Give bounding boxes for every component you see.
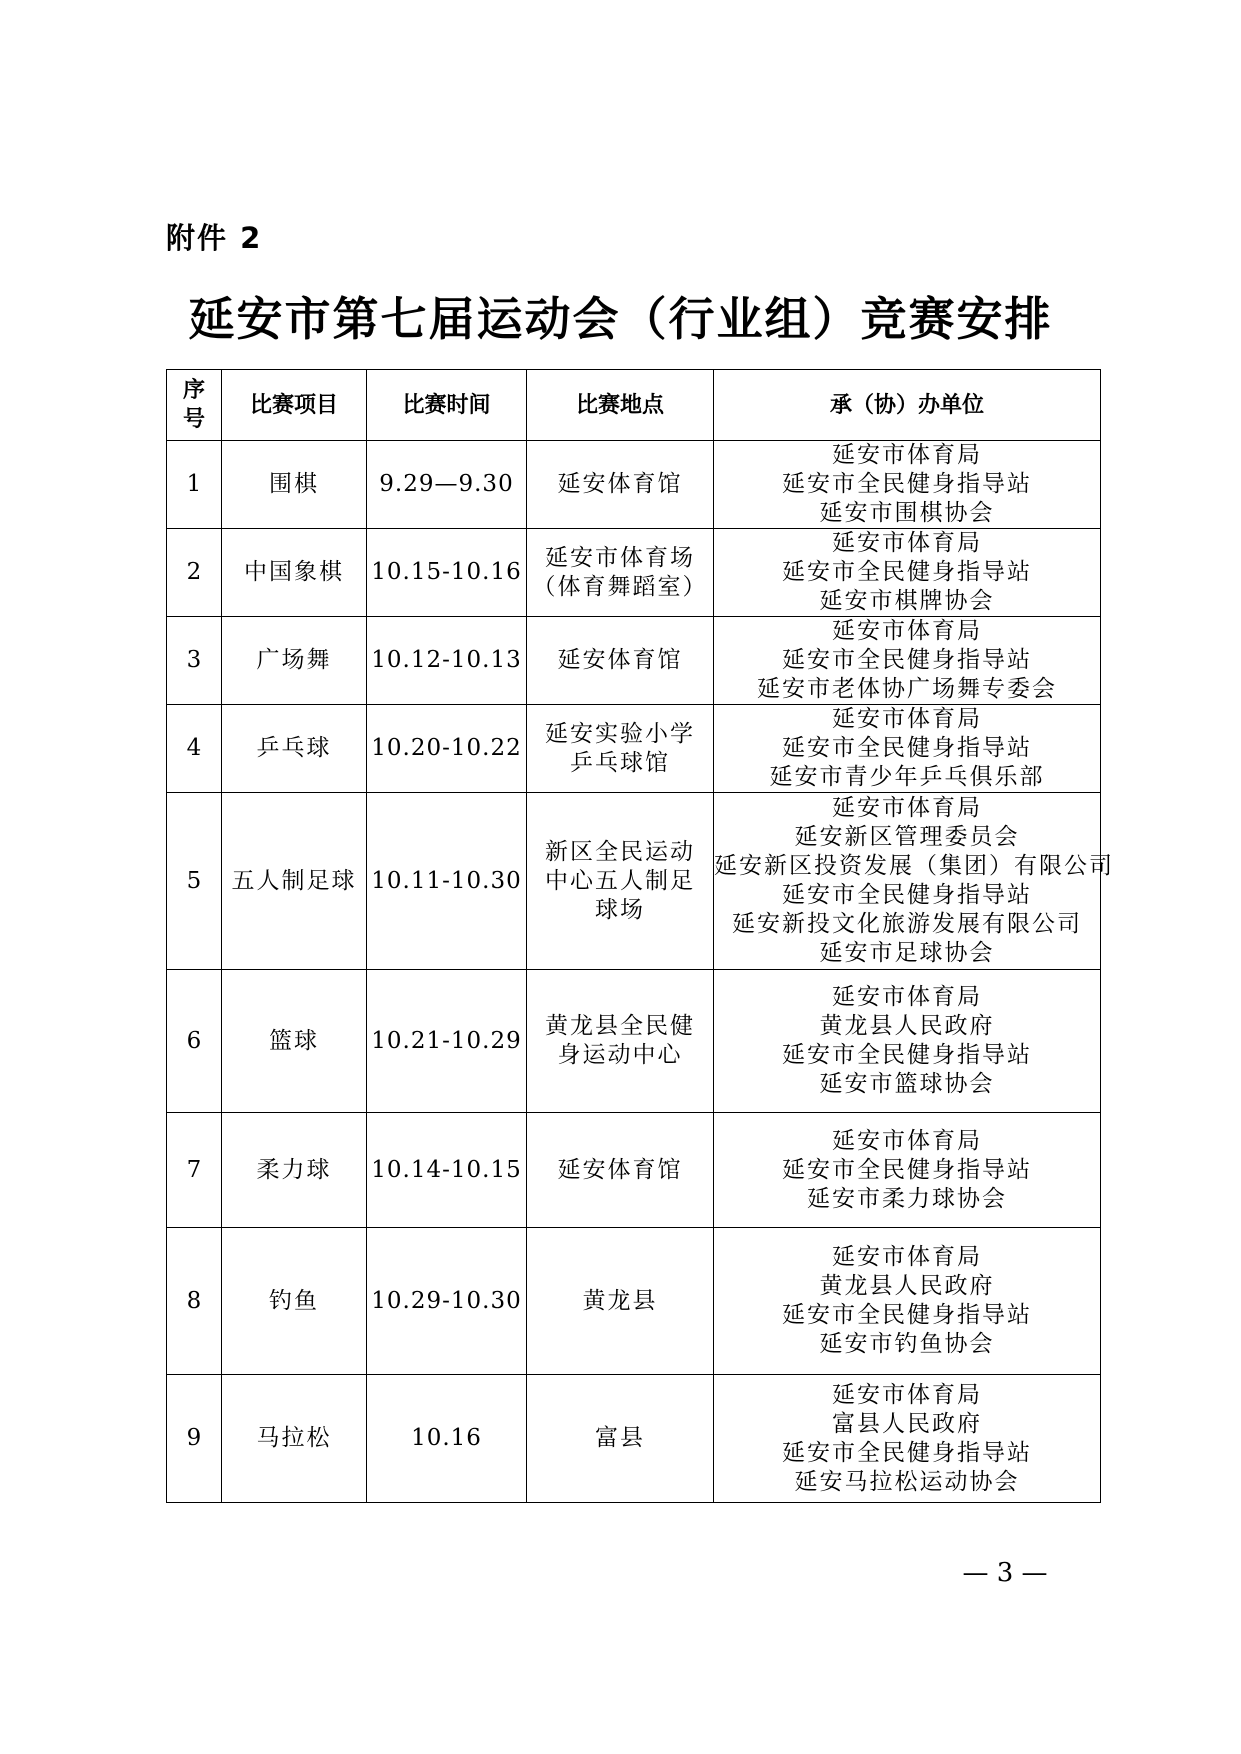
organizer-line: 延安新区管理委员会: [794, 824, 1020, 850]
table-row: [167, 441, 1101, 529]
organizer-line: 延安市老体协广场舞专委会: [757, 676, 1057, 702]
organizer-line: 延安市全民健身指导站: [782, 647, 1032, 673]
cell-venue: [527, 1228, 714, 1375]
cell-time: 10.29-10.30: [367, 1228, 527, 1375]
organizer-line: 延安市青少年乒乓俱乐部: [769, 764, 1045, 790]
document-title: 延安市第七届运动会（行业组）竞赛安排: [188, 292, 1053, 346]
organizer-line: 延安新投文化旅游发展有限公司: [732, 911, 1082, 937]
organizer-line: 延安市体育局: [832, 530, 982, 556]
venue-line: 延安实验小学: [545, 720, 695, 747]
cell-seq: 6: [167, 970, 222, 1113]
cell-seq: 7: [167, 1113, 222, 1228]
table-row: [167, 970, 1101, 1113]
venue-line: （体育舞蹈室）: [532, 573, 708, 600]
cell-organizers: [714, 1375, 1101, 1503]
organizer-line: 延安市体育局: [832, 795, 982, 821]
organizer-line: 延安市体育局: [832, 442, 982, 468]
organizer-line: 延安市体育局: [832, 984, 982, 1010]
cell-event: 钓鱼: [222, 1228, 367, 1375]
header-seq-line: 号: [182, 407, 205, 432]
organizer-line: 黄龙县人民政府: [819, 1273, 995, 1299]
organizer-line: 延安市全民健身指导站: [782, 1439, 1032, 1466]
table-body: [167, 441, 1114, 1503]
cell-organizers: [714, 617, 1101, 705]
table-row: [167, 1375, 1101, 1503]
cell-event: 五人制足球: [222, 793, 367, 970]
cell-venue: [527, 705, 714, 793]
organizer-line: 延安市全民健身指导站: [782, 735, 1032, 761]
venue-line: 黄龙县全民健: [545, 1013, 695, 1039]
venue-line: 乒乓球馆: [570, 749, 670, 776]
header-event: 比赛项目: [222, 370, 367, 441]
venue-line: 延安市体育场: [545, 544, 695, 571]
venue-line: 球场: [595, 896, 645, 923]
cell-event: 篮球: [222, 970, 367, 1113]
cell-seq: 8: [167, 1228, 222, 1375]
table-row: [167, 1113, 1101, 1228]
page-number: — 3 —: [962, 1558, 1048, 1588]
cell-venue: [527, 793, 714, 970]
cell-time: 10.21-10.29: [367, 970, 527, 1113]
table-row: [167, 529, 1101, 617]
venue-line: 身运动中心: [557, 1042, 683, 1068]
organizer-line: 延安新区投资发展（集团）有限公司: [714, 853, 1114, 879]
cell-time: 10.11-10.30: [367, 793, 527, 970]
cell-venue: [527, 529, 714, 617]
venue-line: 中心五人制足: [545, 867, 695, 894]
header-venue: 比赛地点: [527, 370, 714, 441]
organizer-line: 延安市全民健身指导站: [782, 471, 1032, 497]
cell-seq: 9: [167, 1375, 222, 1503]
cell-organizers: [714, 705, 1101, 793]
cell-seq: 1: [167, 441, 222, 529]
venue-line: 延安体育馆: [557, 647, 683, 673]
organizer-line: 延安市体育局: [832, 706, 982, 732]
organizer-line: 延安市足球协会: [819, 940, 995, 966]
cell-seq: 2: [167, 529, 222, 617]
venue-line: 新区全民运动: [545, 838, 695, 865]
table-row: [167, 793, 1101, 970]
organizer-line: 富县人民政府: [832, 1410, 982, 1437]
cell-venue: [527, 1113, 714, 1228]
organizer-line: 延安市全民健身指导站: [782, 1042, 1032, 1068]
cell-event: 乒乓球: [222, 705, 367, 793]
cell-organizers: [714, 1113, 1101, 1228]
cell-organizers: [714, 970, 1101, 1113]
organizer-line: 延安市全民健身指导站: [782, 1156, 1032, 1183]
organizer-line: 延安市钓鱼协会: [819, 1331, 995, 1357]
organizer-line: 延安市体育局: [832, 1244, 982, 1270]
organizer-line: 延安市围棋协会: [819, 500, 995, 526]
attachment-label: 附件 2: [166, 221, 263, 255]
organizer-line: 黄龙县人民政府: [819, 1013, 995, 1039]
cell-event: 中国象棋: [222, 529, 367, 617]
cell-time: 9.29—9.30: [367, 441, 527, 529]
cell-time: 10.15-10.16: [367, 529, 527, 617]
header-organizer: 承（协）办单位: [714, 370, 1101, 441]
cell-organizers: [714, 529, 1101, 617]
cell-venue: [527, 970, 714, 1113]
cell-venue: [527, 617, 714, 705]
organizer-line: 延安市体育局: [832, 1127, 982, 1154]
header-seq-line: 序: [182, 378, 205, 403]
header-time: 比赛时间: [367, 370, 527, 441]
cell-time: 10.20-10.22: [367, 705, 527, 793]
cell-time: 10.16: [367, 1375, 527, 1503]
header-seq: [167, 370, 222, 441]
cell-organizers: [714, 793, 1114, 970]
competition-schedule-table: [166, 369, 1114, 1503]
organizer-line: 延安市体育局: [832, 1381, 982, 1408]
cell-seq: 5: [167, 793, 222, 970]
organizer-line: 延安市篮球协会: [819, 1071, 995, 1097]
cell-time: 10.14-10.15: [367, 1113, 527, 1228]
table-row: [167, 705, 1101, 793]
table-row: [167, 617, 1101, 705]
venue-line: 延安体育馆: [557, 471, 683, 497]
cell-seq: 4: [167, 705, 222, 793]
cell-event: 马拉松: [222, 1375, 367, 1503]
cell-time: 10.12-10.13: [367, 617, 527, 705]
organizer-line: 延安市全民健身指导站: [782, 1302, 1032, 1328]
venue-line: 黄龙县: [582, 1287, 658, 1314]
table-header-row: [167, 370, 1101, 441]
organizer-line: 延安市体育局: [832, 618, 982, 644]
cell-event: 广场舞: [222, 617, 367, 705]
table-row: [167, 1228, 1101, 1375]
organizer-line: 延安市棋牌协会: [819, 588, 995, 614]
cell-event: 柔力球: [222, 1113, 367, 1228]
organizer-line: 延安市全民健身指导站: [782, 882, 1032, 908]
cell-event: 围棋: [222, 441, 367, 529]
cell-venue: [527, 1375, 714, 1503]
venue-line: 富县: [595, 1425, 645, 1451]
cell-seq: 3: [167, 617, 222, 705]
organizer-line: 延安市全民健身指导站: [782, 559, 1032, 585]
cell-organizers: [714, 1228, 1101, 1375]
venue-line: 延安体育馆: [557, 1156, 683, 1183]
organizer-line: 延安市柔力球协会: [807, 1185, 1007, 1212]
organizer-line: 延安马拉松运动协会: [794, 1468, 1020, 1495]
cell-venue: [527, 441, 714, 529]
cell-organizers: [714, 441, 1101, 529]
